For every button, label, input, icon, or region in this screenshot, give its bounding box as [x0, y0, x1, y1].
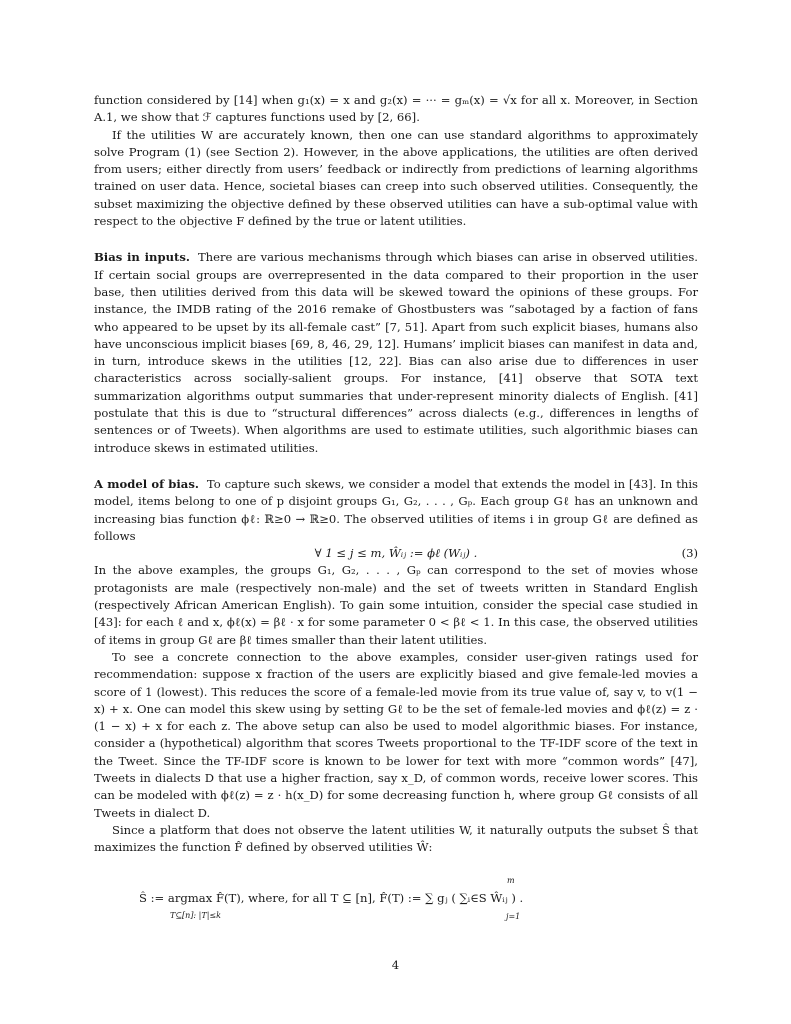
equation-3	[94, 545, 698, 562]
argmax-subscript: T⊆[n]: |T|≤k	[170, 911, 221, 921]
section-heading-model-of-bias: A model of bias.	[94, 476, 199, 491]
paragraph-examples: In the above examples, the groups G₁, G₂, . . . , Gₚ can correspond to the set of movies whose protagonists are male (respectively non-male) and the set of tweets written in Standard English (respectively African American English). To gain some intuition, consider the special case studied in [43]: for each ℓ and x, ϕℓ(x) = βℓ · x for some parameter 0 < βℓ < 1. In this case, the observed utilities of items in group Gℓ are βℓ times smaller than their latent utilities.	[94, 563, 698, 647]
paragraph-bias-in-inputs	[94, 249, 698, 457]
equation-3-body: ∀ 1 ≤ j ≤ m, Ŵᵢⱼ := ϕℓ (Wᵢⱼ) .	[314, 546, 478, 561]
model-of-bias-body: To capture such skews, we consider a model that extends the model in [43]. In this model, items belong to one of p disjoint groups G₁, G₂, . . . , Gₚ. Each group Gℓ has an unknown and increasing bias function ϕℓ: ℝ≥0 → ℝ≥0. The observed utilities of items i in group Gℓ are defined as follows	[94, 476, 698, 543]
display-equation-main: Ŝ := argmax F̂(T), where, for all T ⊆ [n], F̂(T) := ∑ gⱼ ( ∑ᵢ∈S Ŵᵢⱼ ) .	[139, 891, 524, 906]
paragraph-continued: function considered by [14] when g₁(x) = x and g₂(x) = ··· = gₘ(x) = √x for all x. Moreover, in Section A.1, we show that ℱ captures functions used by [2, 66].	[94, 93, 698, 125]
bias-in-inputs-body: There are various mechanisms through which biases can arise in observed utilities. If certain social groups are overrepresented in the data compared to their proportion in the user base, then utilities derived from this data will be skewed toward the opinions of these groups. For instance, the IMDB rating of the 2016 remake of Ghostbusters was “sabotaged by a faction of fans who appeared to be upset by its all-female cast” [7, 51]. Apart from such explicit biases, humans also have unconscious implicit biases [69, 8, 46, 29, 12]. Humans’ implicit biases can manifest in data and, in turn, introduce skews in the utilities [12, 22]. Bias can also arise due to differences in user characteristics across socially-salient groups. For instance, [41] observe that SOTA text summarization algorithms output summaries that under-represent minority dialects of English. [41] postulate that this is due to “structural differences” across dialects (e.g., differences in lengths of sentences or of Tweets). When algorithms are used to estimate utilities, such algorithmic biases can introduce skews in estimated utilities.	[94, 250, 698, 455]
paragraph-concrete-connection: To see a concrete connection to the above examples, consider user-given ratings used for recommendation: suppose x fraction of the users are explicitly biased and give female-led movies a score of 1 (lowest). This reduces the score of a female-led movie from its true value of, say v, to v(1 − x) + x. One can model this skew using by setting Gℓ to be the set of female-led movies and ϕℓ(z) = z · (1 − x) + x for each z. The above setup can also be used to model algorithmic biases. For instance, consider a (hypothetical) algorithm that scores Tweets proportional to the TF-IDF score of the text in the Tweet. Since the TF-IDF score is known to be lower for text with more “common words” [47], Tweets in dialects D that use a higher fraction, say x_D, of common words, receive lower scores. This can be modeled with ϕℓ(z) = z · h(x_D) for some decreasing function h, where group Gℓ consists of all Tweets in dialect D.	[94, 649, 698, 820]
section-heading-bias-in-inputs: Bias in inputs.	[94, 250, 190, 265]
paper-body	[94, 92, 698, 924]
equation-3-number: (3)	[681, 546, 698, 561]
page-number: 4	[391, 958, 400, 972]
paragraph-utilities: If the utilities W are accurately known, then one can use standard algorithms to approximately solve Program (1) (see Section 2). However, in the above applications, the utilities are often derived from users; either directly from users’ feedback or indirectly from predictions of learning algorithms trained on user data. Hence, societal biases can creep into such observed utilities. Consequently, the subset maximizing the objective defined by these observed utilities can have a sub-optimal value with respect to the objective F defined by the true or latent utilities.	[94, 127, 698, 229]
paragraph-model-of-bias	[94, 476, 698, 545]
sum-lower-limit: j=1	[506, 912, 521, 922]
sum-upper-limit: m	[507, 876, 515, 886]
display-equation	[94, 866, 698, 924]
paragraph-platform-output: Since a platform that does not observe the latent utilities W, it naturally outputs the subset Ŝ that maximizes the function F̂ defined by observed utilities Ŵ:	[94, 822, 698, 855]
